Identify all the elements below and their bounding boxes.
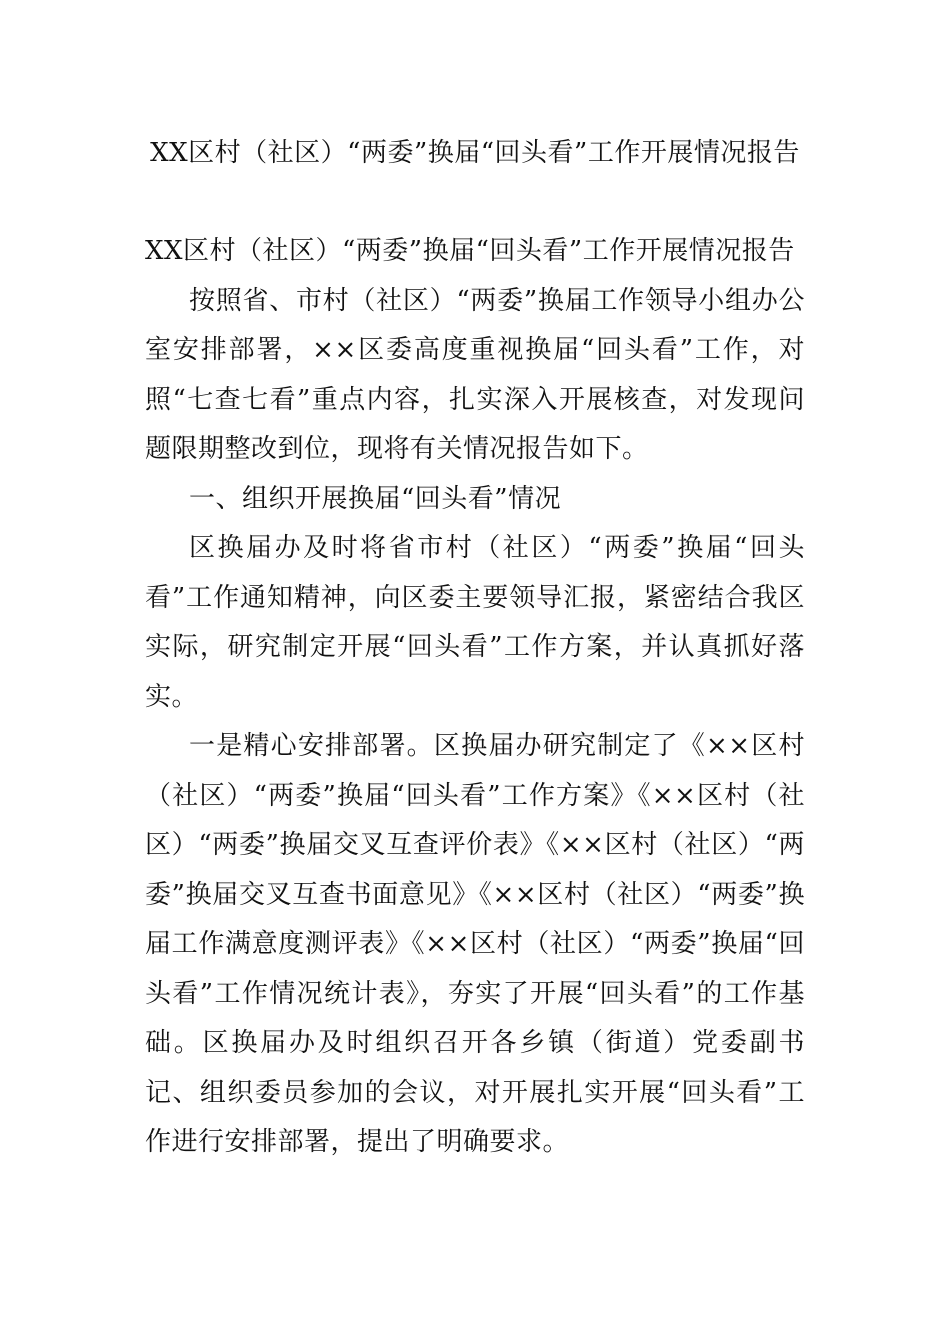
- document-body: [145, 227, 805, 1168]
- paragraph-intro: 按照省、市村（社区）“两委”换届工作领导小组办公室安排部署，××区委高度重视换届“回头看”工作，对照“七查七看”重点内容，扎实深入开展核查，对发现问题限期整改到位，现将有关情况报告如下。: [145, 285, 805, 464]
- paragraph-deployment: 一是精心安排部署。区换届办研究制定了《××区村（社区）“两委”换届“回头看”工作方案》《××区村（社区）“两委”换届交叉互查评价表》《××区村（社区）“两委”换届交叉互查书面意见》《××区村（社区）“两委”换届工作满意度测评表》《××区村（社区）“两委”换届“回头看”工作情况统计表》，夯实了开展“回头看”的工作基础。区换届办及时组织召开各乡镇（街道）党委副书记、组织委员参加的会议，对开展扎实开展“回头看”工作进行安排部署，提出了明确要求。: [145, 731, 805, 1157]
- document-title: XX区村（社区）“两委”换届“回头看”工作开展情况报告: [150, 138, 800, 168]
- section-heading-1: 一、组织开展换届“回头看”情况: [189, 483, 562, 514]
- paragraph-section-1: 区换届办及时将省市村（社区）“两委”换届“回头看”工作通知精神，向区委主要领导汇报，紧密结合我区实际，研究制定开展“回头看”工作方案，并认真抓好落实。: [145, 533, 805, 712]
- document-subtitle: XX区村（社区）“两委”换届“回头看”工作开展情况报告: [145, 236, 795, 266]
